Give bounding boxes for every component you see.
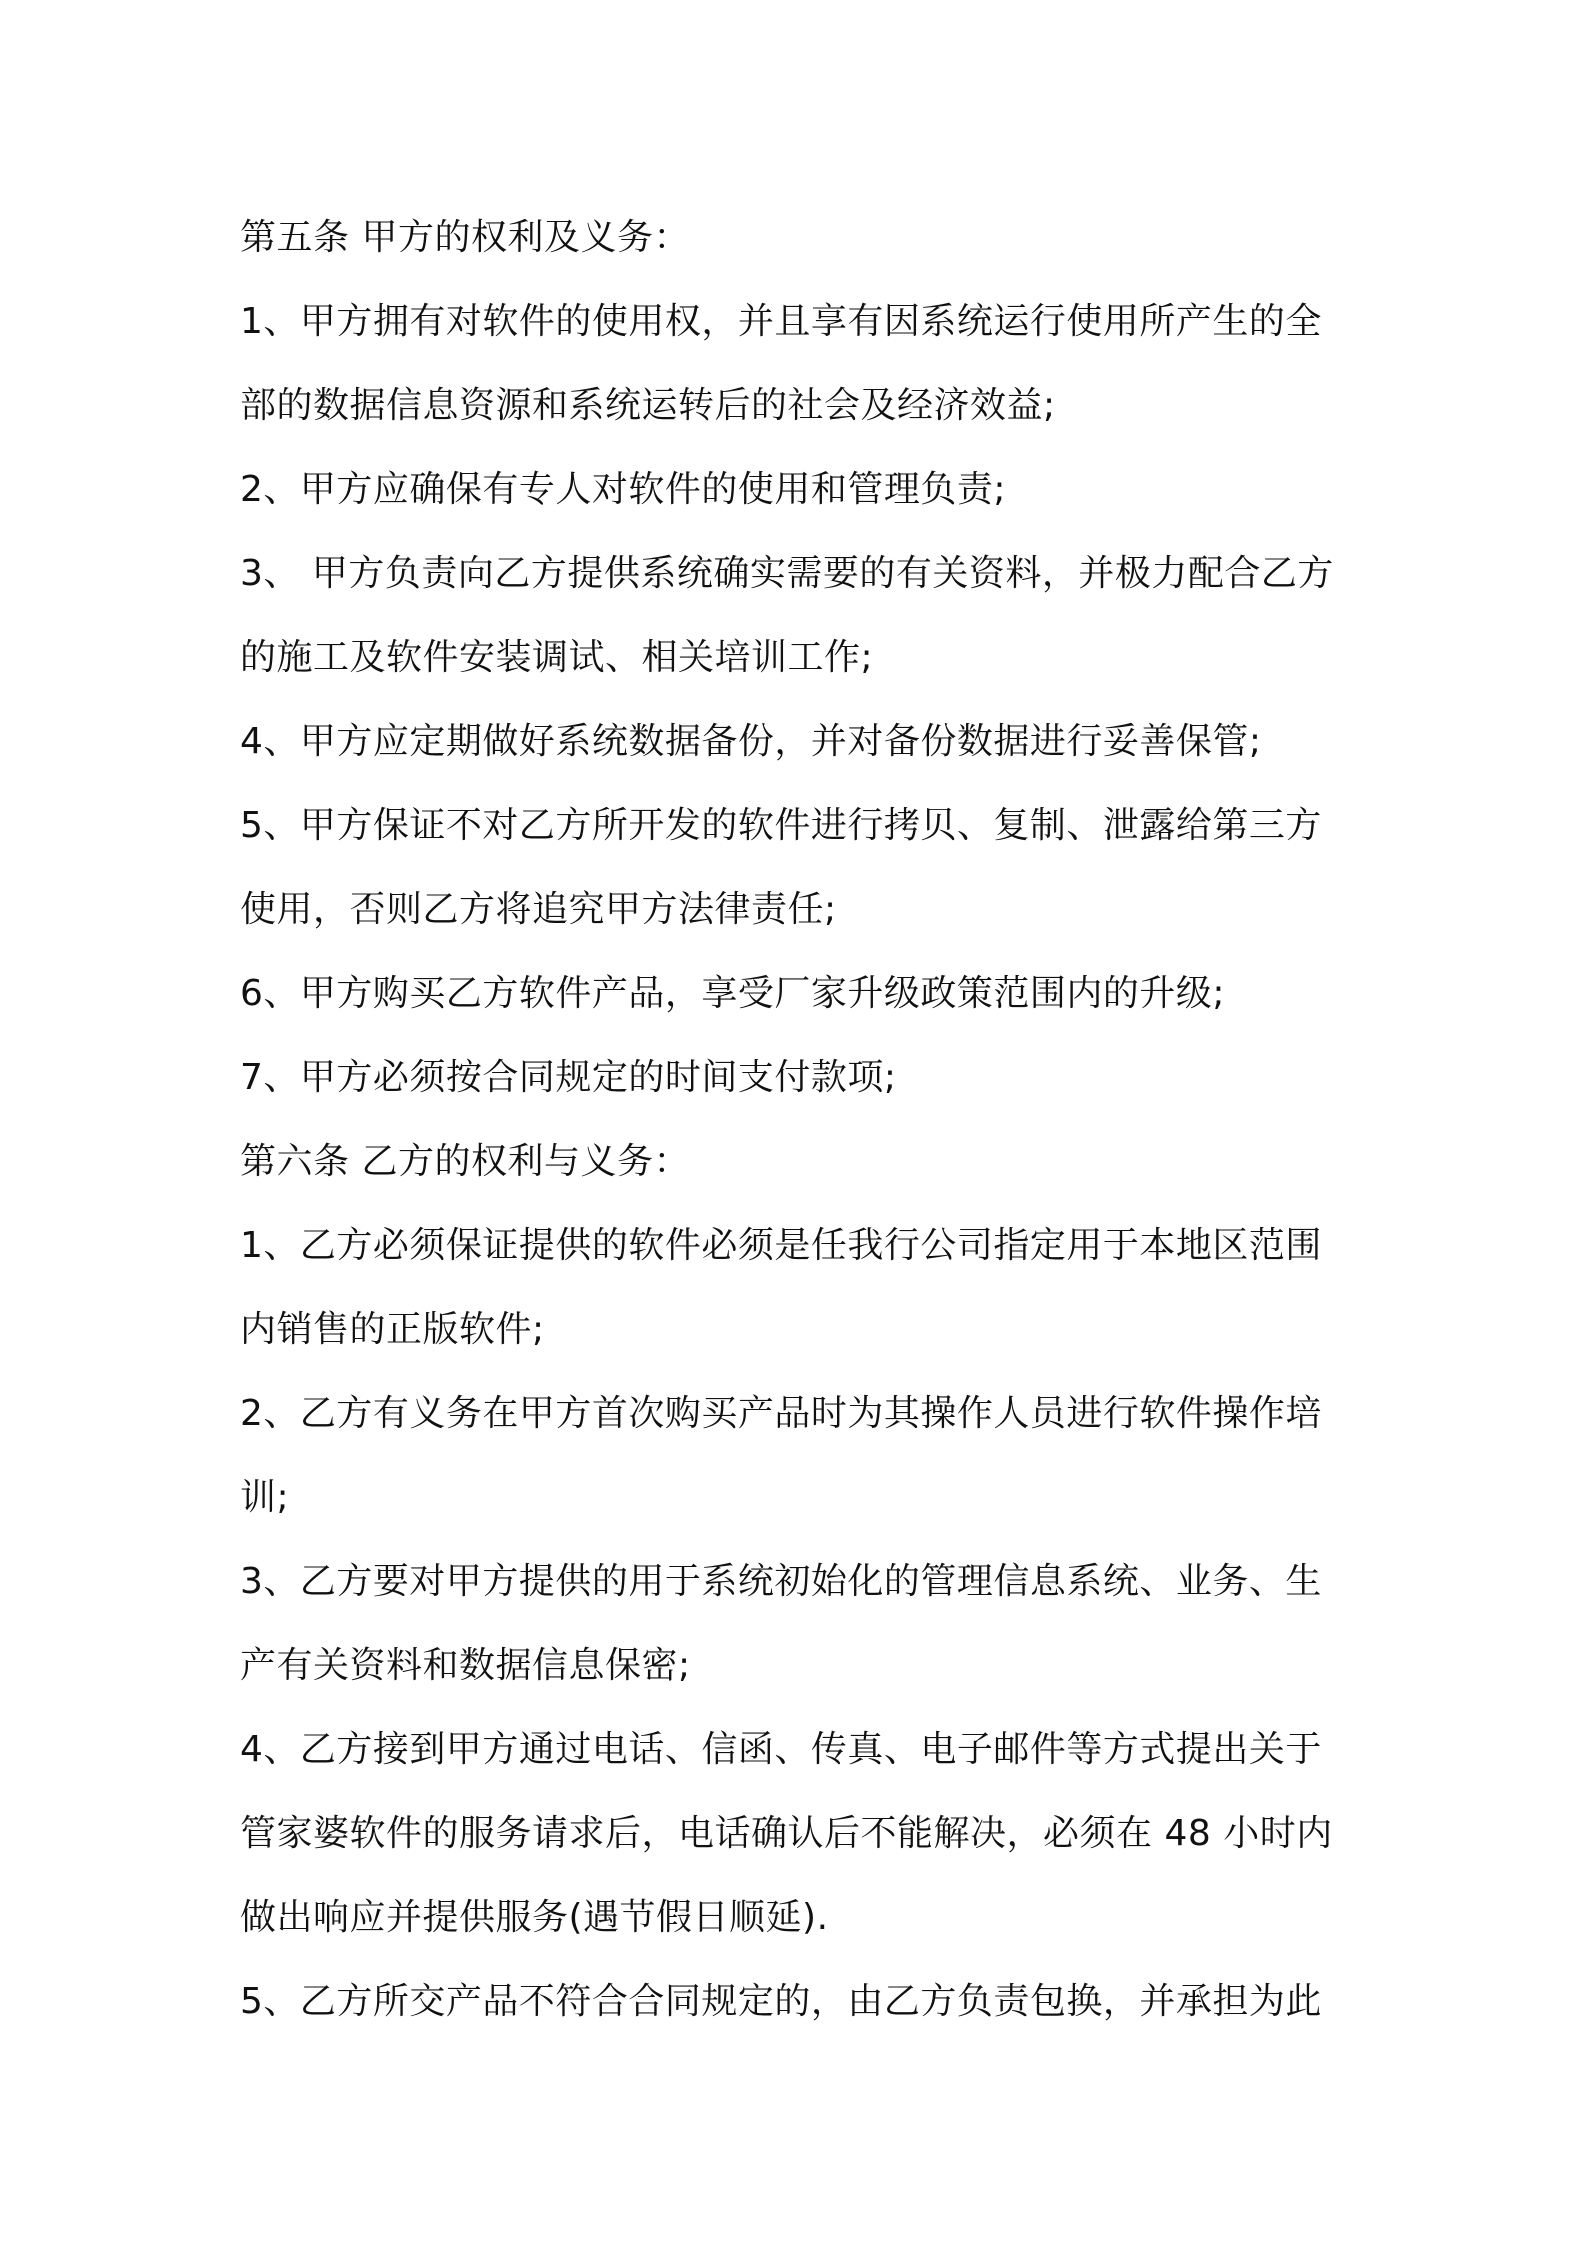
article-5-heading: 第五条 甲方的权利及义务： — [240, 217, 690, 258]
text-line: 内销售的正版软件; — [240, 1309, 545, 1350]
text-line: 1、甲方拥有对软件的使用权，并且享有因系统运行使用所产生的全 — [240, 301, 1322, 342]
text-line: 管家婆软件的服务请求后，电话确认后不能解决，必须在 48 小时内 — [240, 1813, 1333, 1854]
text-line: 做出响应并提供服务(遇节假日顺延). — [240, 1897, 829, 1938]
text-line: 的施工及软件安装调试、相关培训工作; — [240, 637, 874, 678]
text-line: 训; — [240, 1477, 290, 1518]
text-line: 5、乙方所交产品不符合合同规定的，由乙方负责包换，并承担为此 — [240, 1981, 1322, 2022]
text-line: 使用，否则乙方将追究甲方法律责任; — [240, 889, 837, 930]
text-line: 1、乙方必须保证提供的软件必须是任我行公司指定用于本地区范围 — [240, 1225, 1322, 1266]
text-line: 6、甲方购买乙方软件产品，享受厂家升级政策范围内的升级; — [240, 973, 1226, 1014]
text-line: 3、 甲方负责向乙方提供系统确实需要的有关资料，并极力配合乙方 — [240, 553, 1334, 594]
text-line: 部的数据信息资源和系统运转后的社会及经济效益; — [240, 385, 1056, 426]
text-line: 2、乙方有义务在甲方首次购买产品时为其操作人员进行软件操作培 — [240, 1393, 1322, 1434]
text-line: 产有关资料和数据信息保密; — [240, 1645, 691, 1686]
text-line: 7、甲方必须按合同规定的时间支付款项; — [240, 1057, 897, 1098]
document-body — [240, 196, 1362, 2044]
text-line: 3、乙方要对甲方提供的用于系统初始化的管理信息系统、业务、生 — [240, 1561, 1322, 1602]
text-line: 2、甲方应确保有专人对软件的使用和管理负责; — [240, 469, 1007, 510]
text-line: 4、甲方应定期做好系统数据备份，并对备份数据进行妥善保管; — [240, 721, 1262, 762]
text-line: 5、甲方保证不对乙方所开发的软件进行拷贝、复制、泄露给第三方 — [240, 805, 1322, 846]
article-6-heading: 第六条 乙方的权利与义务： — [240, 1141, 690, 1182]
text-line: 4、乙方接到甲方通过电话、信函、传真、电子邮件等方式提出关于 — [240, 1729, 1322, 1770]
